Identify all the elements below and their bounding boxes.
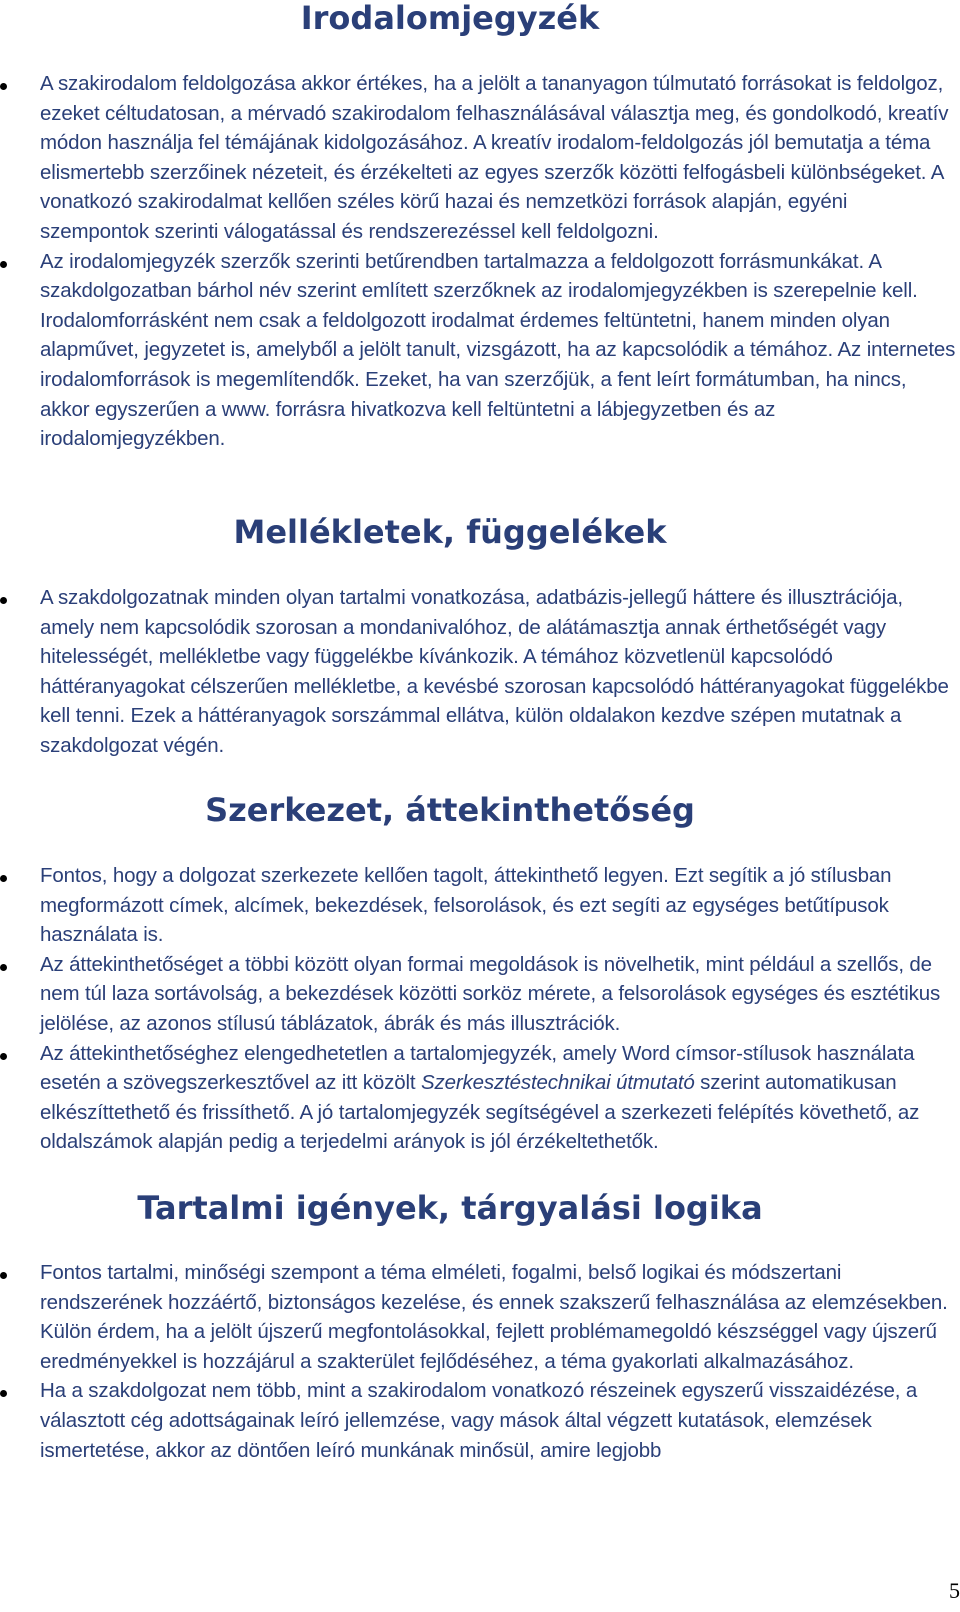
list-item: Fontos, hogy a dolgozat szerkezete kellően tagolt, áttekinthető legyen. Ezt segítik a jó stílusban megformázott címek, alcímek, bekezdések, felsorolások, és ezt segíti az egységes betűtípusok használata is. (0, 861, 960, 950)
section-title-szerkezet: Szerkezet, áttekinthetőség (205, 791, 695, 829)
section-title-mellekletek: Mellékletek, függelékek (233, 513, 667, 551)
bullet-list-irodalomjegyzek (0, 69, 960, 454)
list-item: A szakirodalom feldolgozása akkor értékes, ha a jelölt a tananyagon túlmutató forrásokat is feldolgoz, ezeket céltudatosan, a mérvadó szakirodalom felhasználásával választja meg, és gondolkodó, kreatív módon használja fel témájának kidolgozásához. A kreatív irodalom-feldolgozás jól bemutatja a téma elismertebb szerzőinek nézeteit, és érzékelteti az egyes szerzők közötti felfogásbeli különbségeket. A vonatkozó szakirodalmat kellően széles körű hazai és nemzetközi források alapján, egyéni szempontok szerinti válogatással és rendszerezéssel kell feldolgozni. (0, 69, 960, 247)
section-title-tartalmi-igenyek: Tartalmi igények, tárgyalási logika (137, 1189, 763, 1227)
text-run: Az áttekinthetőséghez elengedhetetlen a tartalomjegyzék, amely Word címsor-stílusok használata esetén a szövegszerkesztővel az itt közölt (40, 1041, 915, 1095)
page-number: 5 (949, 1578, 960, 1603)
italic-text-run: Szerkesztéstechnikai útmutató (420, 1071, 695, 1095)
list-item: Az áttekinthetőséget a többi között olyan formai megoldások is növelhetik, mint például a szellős, de nem túl laza sortávolság, a bekezdések közötti sorköz mérete, a felsorolások egységes és esztétikus jelölése, az azonos stílusú táblázatok, ábrák és más illusztrációk. (0, 950, 960, 1039)
section-title-irodalomjegyzek: Irodalomjegyzék (300, 0, 600, 37)
list-item: Ha a szakdolgozat nem több, mint a szakirodalom vonatkozó részeinek egyszerű visszaidézése, a választott cég adottságainak leíró jellemzése, vagy mások által végzett kutatások, elemzések ismertetése, akkor az döntően leíró munkának minősül, amire legjobb (0, 1376, 960, 1465)
bullet-list-szerkezet (0, 861, 960, 1157)
bullet-list-mellekletek (0, 583, 960, 761)
list-item: A szakdolgozatnak minden olyan tartalmi vonatkozása, adatbázis-jellegű háttere és illusztrációja, amely nem kapcsolódik szorosan a mondanivalóhoz, de alátámasztja annak érthetőségét vagy hitelességét, mellékletbe vagy függelékbe kívánkozik. A témához közvetlenül kapcsolódó háttéranyagokat célszerűen mellékletbe, a kevésbé szorosan kapcsolódó háttéranyagokat függelékbe kell tenni. Ezek a háttéranyagok sorszámmal ellátva, külön oldalakon kezdve szépen mutatnak a szakdolgozat végén. (0, 583, 960, 761)
list-item: Fontos tartalmi, minőségi szempont a téma elméleti, fogalmi, belső logikai és módszertani rendszerének hozzáértő, biztonságos kezelése, és ennek szakszerű felhasználása az elemzésekben. Külön érdem, ha a jelölt újszerű megfontolásokkal, fejlett problémamegoldó készséggel vagy újszerű eredményekkel is hozzájárul a szakterület fejlődéséhez, a téma gyakorlati alkalmazásához. (0, 1258, 960, 1376)
bullet-list-tartalmi-igenyek (0, 1258, 960, 1465)
list-item (0, 1039, 960, 1157)
list-item: Az irodalomjegyzék szerzők szerinti betűrendben tartalmazza a feldolgozott forrásmunkákat. A szakdolgozatban bárhol név szerint említett szerzőknek az irodalomjegyzékben is szerepelnie kell. Irodalomforrásként nem csak a feldolgozott irodalmat érdemes feltüntetni, hanem minden olyan alapművet, jegyzetet is, amelyből a jelölt tanult, vizsgázott, ha az kapcsolódik a témához. Az internetes irodalomforrások is megemlítendők. Ezeket, ha van szerzőjük, a fent leírt formátumban, ha nincs, akkor egyszerűen a www. forrásra hivatkozva kell feltüntetni a lábjegyzetben és az irodalomjegyzékben. (0, 247, 960, 454)
text-run: szerint automatikusan elkészíttethető és frissíthető. A jó tartalomjegyzék segítségével a szerkezeti felépítés követhető, az oldalszámok alapján pedig a terjedelmi arányok is jól érzékeltethetők. (40, 1071, 920, 1154)
